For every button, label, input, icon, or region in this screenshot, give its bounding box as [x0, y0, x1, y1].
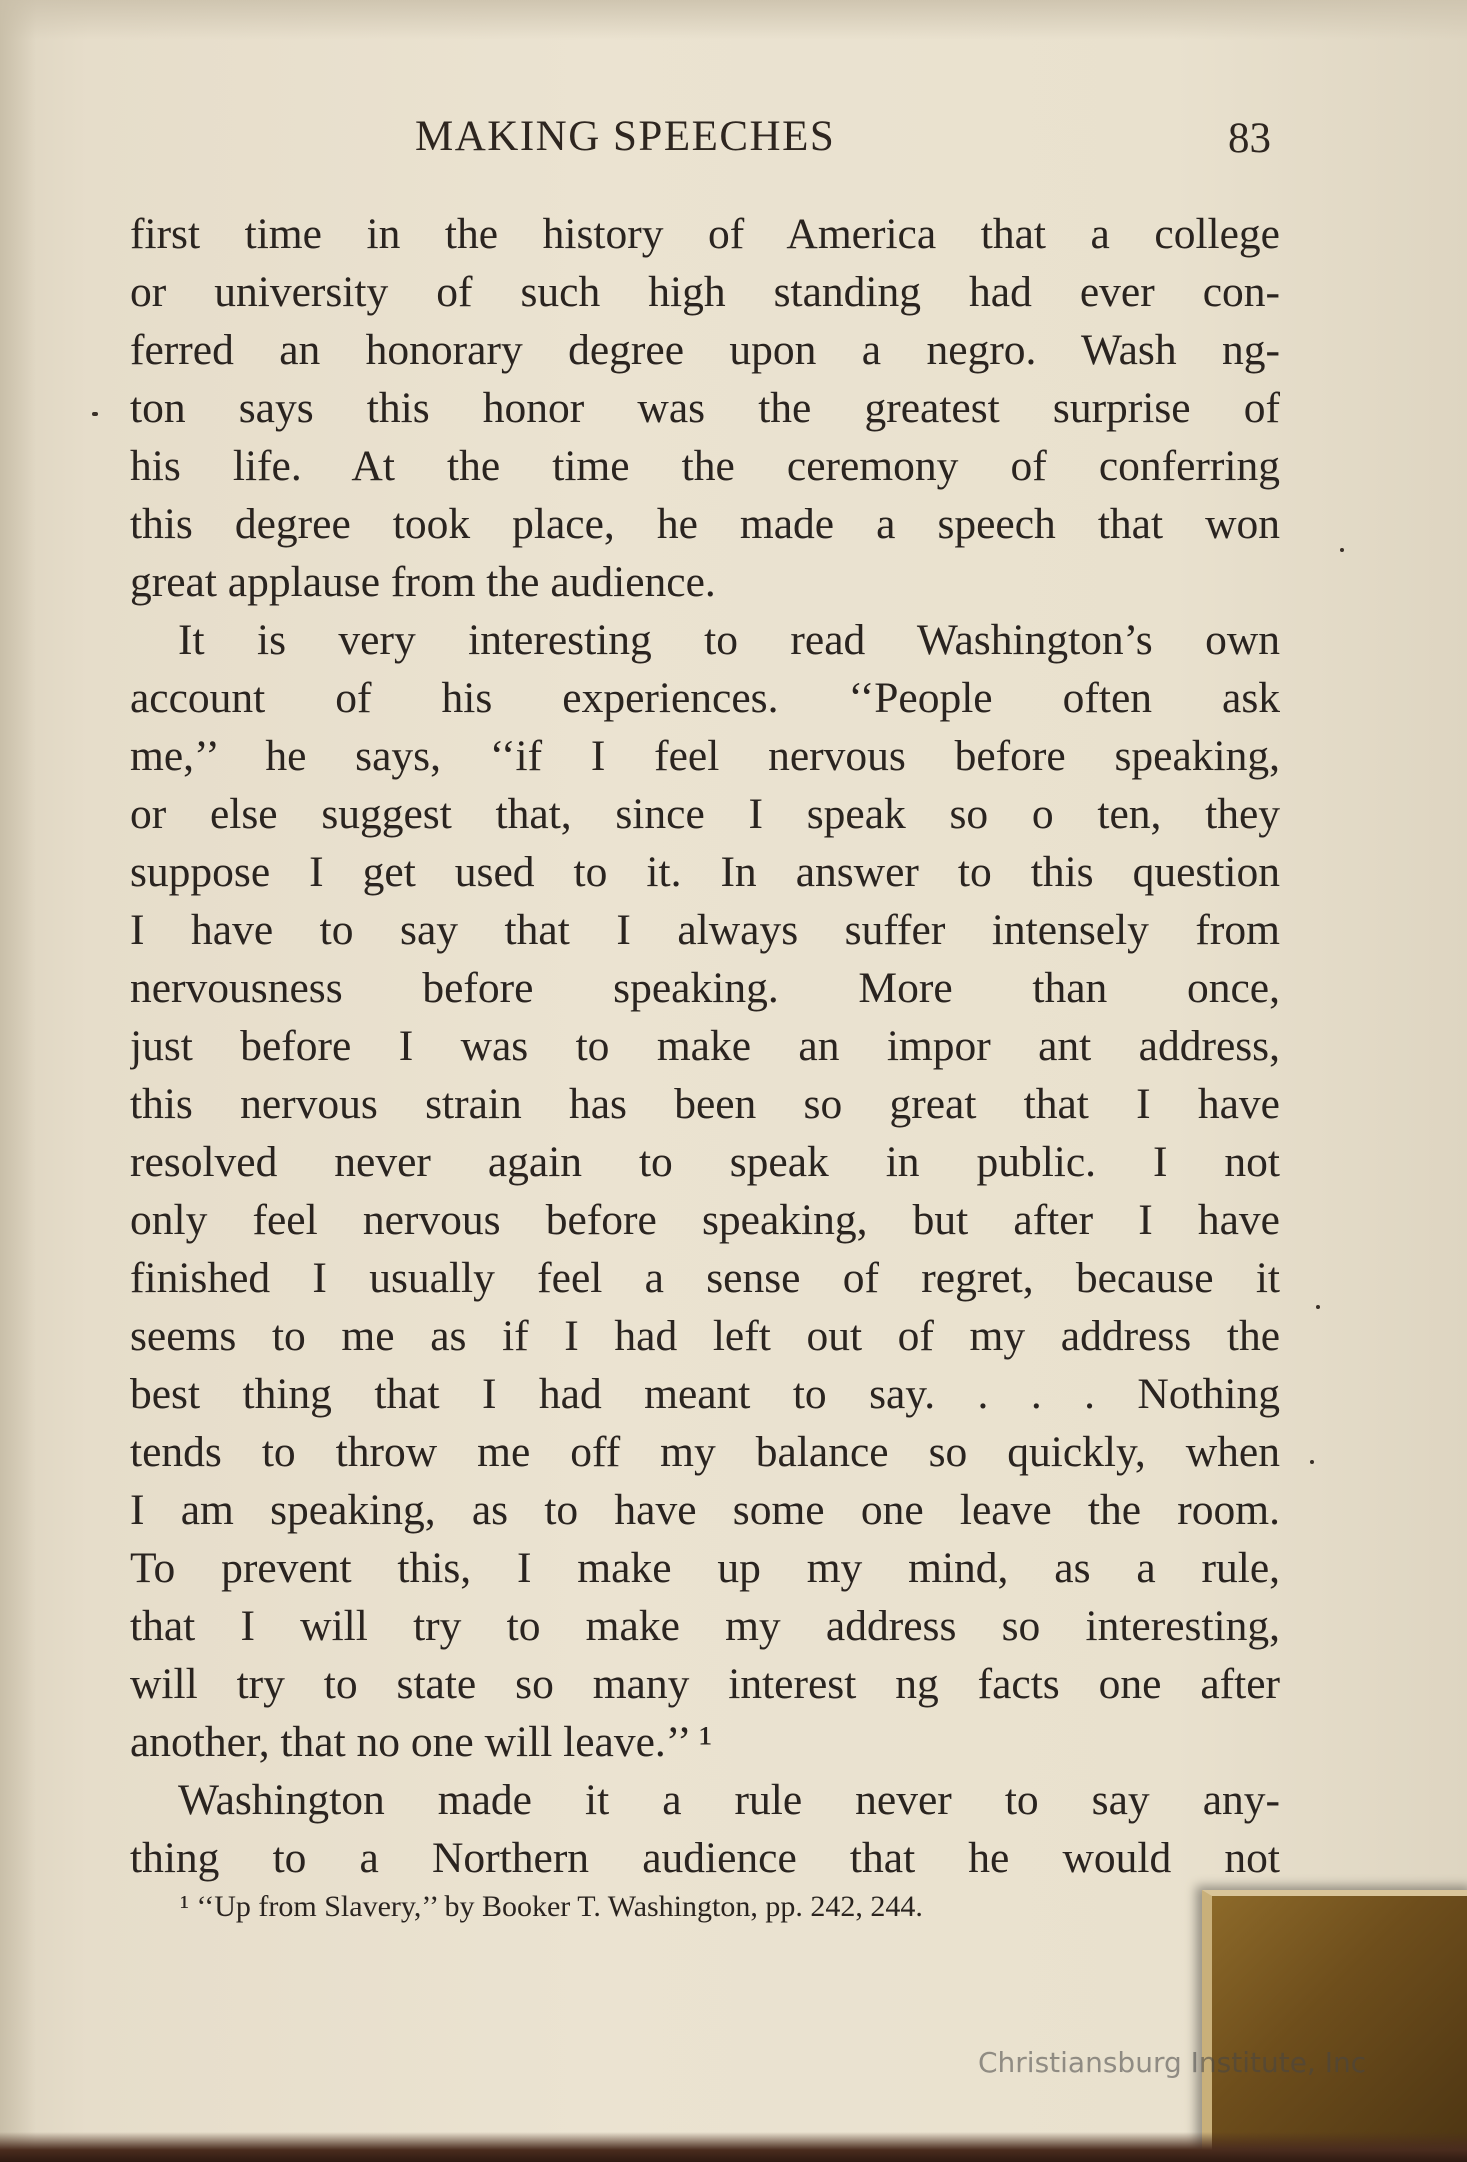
text-line: ton says this honor was the greatest surprise of — [130, 384, 1280, 432]
text-line: finished I usually feel a sense of regret, because it — [130, 1254, 1280, 1302]
text-line: great applause from the audience. — [130, 558, 716, 606]
text-line: I have to say that I always suffer intensely from — [130, 906, 1280, 954]
text-line: account of his experiences. ‘‘People often ask — [130, 674, 1280, 722]
footnote: ¹ ‘‘Up from Slavery,’’ by Booker T. Washington, pp. 242, 244. — [180, 1890, 923, 1923]
text-line: resolved never again to speak in public. I not — [130, 1138, 1280, 1186]
text-line: ferred an honorary degree upon a negro. Wash ng- — [130, 326, 1280, 374]
text-line: or else suggest that, since I speak so o ten, they — [130, 790, 1280, 838]
watermark: Christiansburg Institute, Inc — [978, 2046, 1367, 2079]
text-line: I am speaking, as to have some one leave the room. — [130, 1486, 1280, 1534]
text-line: will try to state so many interest ng facts one after — [130, 1660, 1280, 1708]
text-line: his life. At the time the ceremony of conferring — [130, 442, 1280, 490]
text-line: another, that no one will leave.’’ ¹ — [130, 1718, 713, 1766]
text-line: To prevent this, I make up my mind, as a rule, — [130, 1544, 1280, 1592]
text-line: or university of such high standing had ever con- — [130, 268, 1280, 316]
page-header — [130, 112, 1280, 172]
text-line: nervousness before speaking. More than once, — [130, 964, 1280, 1012]
text-line: this nervous strain has been so great that I have — [130, 1080, 1280, 1128]
paragraph — [130, 611, 1280, 1771]
page-number: 83 — [1228, 115, 1271, 162]
text-line: tends to throw me off my balance so quickly, when — [130, 1428, 1280, 1476]
text-line: this degree took place, he made a speech that won — [130, 500, 1280, 548]
text-line: only feel nervous before speaking, but after I have — [130, 1196, 1280, 1244]
ink-speck — [92, 412, 98, 416]
text-line: seems to me as if I had left out of my address the — [130, 1312, 1280, 1360]
text-line: It is very interesting to read Washington’s own — [178, 616, 1280, 664]
ink-speck — [1316, 1305, 1320, 1309]
text-line: suppose I get used to it. In answer to this question — [130, 848, 1280, 896]
ink-speck — [1340, 548, 1344, 552]
page-left-edge-shadow — [0, 0, 36, 2162]
text-line: that I will try to make my address so interesting, — [130, 1602, 1280, 1650]
text-line: thing to a Northern audience that he would not — [130, 1834, 1280, 1882]
book-cover-board — [1202, 1890, 1467, 2162]
running-title: MAKING SPEECHES — [415, 113, 836, 160]
body-text — [130, 205, 1280, 1887]
ink-speck — [1310, 1460, 1314, 1464]
paragraph — [130, 205, 1280, 611]
text-line: just before I was to make an impor ant address, — [130, 1022, 1280, 1070]
text-line: Washington made it a rule never to say any- — [178, 1776, 1280, 1824]
text-line: me,’’ he says, ‘‘if I feel nervous before speaking, — [130, 732, 1280, 780]
paragraph — [130, 1771, 1280, 1887]
page-bottom-edge — [0, 2132, 1467, 2162]
text-line: best thing that I had meant to say. . . . Nothing — [130, 1370, 1280, 1418]
text-line: first time in the history of America that a college — [130, 210, 1280, 258]
